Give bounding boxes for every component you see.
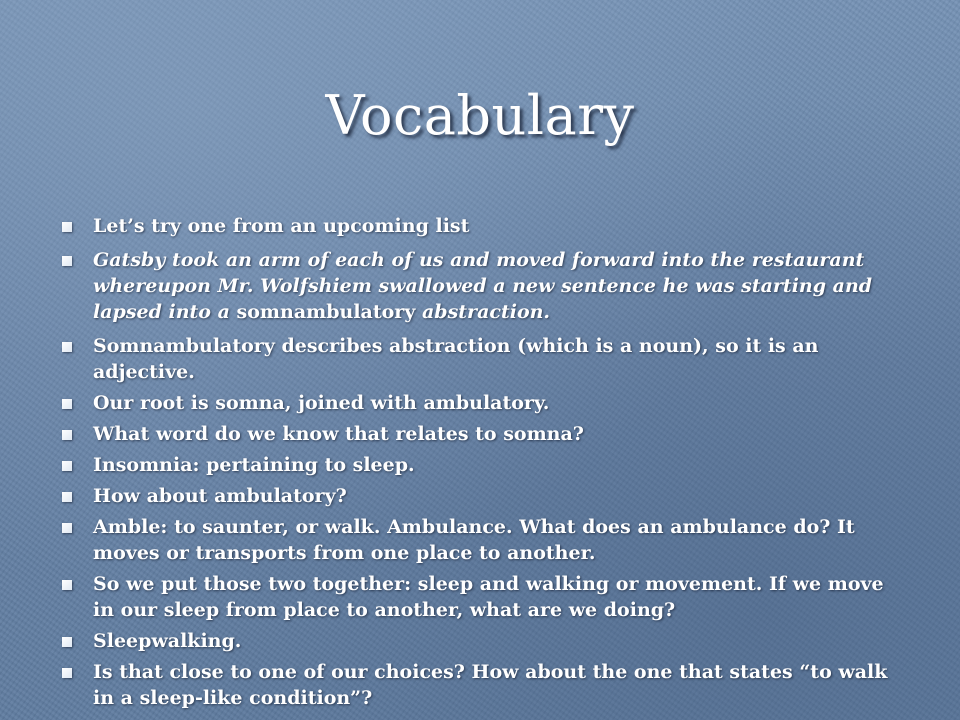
bullet-text: Amble: to saunter, or walk. Ambulance. What does an ambulance do? It moves or transports from one place to another. [93,516,855,564]
bullet-text: Is that close to one of our choices? How about the one that states “to walk in a sleep-like condition”? [93,661,888,709]
bullet-text: What word do we know that relates to somna? [93,423,584,445]
square-bullet-icon [62,256,72,266]
bullet-item [58,452,898,478]
bullet-item [58,571,898,623]
quote-emphasis-word: somnambulatory [236,301,416,323]
square-bullet-icon [62,492,72,502]
bullet-text: Let’s try one from an upcoming list [93,215,470,237]
bullet-item [58,333,898,385]
bullet-text: How about ambulatory? [93,485,347,507]
square-bullet-icon [62,637,72,647]
bullet-item [58,628,898,654]
slide-title: Vocabulary [325,84,635,147]
quote-text-suffix: abstraction. [415,301,551,323]
square-bullet-icon [62,430,72,440]
square-bullet-icon [62,222,72,232]
bullet-list [58,213,898,716]
bullet-item-quote [58,247,898,325]
quote-text-prefix: Gatsby took an arm of each of us and moved forward into the restaurant whereupon Mr. Wolfshiem swallowed a new sentence he was starting and lapsed into a [93,249,873,323]
bullet-item [58,213,898,239]
bullet-item [58,421,898,447]
bullet-text: So we put those two together: sleep and walking or movement. If we move in our sleep from place to another, what are we doing? [93,573,884,621]
bullet-item [58,483,898,509]
bullet-text: Somnambulatory describes abstraction (which is a noun), so it is an adjective. [93,335,819,383]
square-bullet-icon [62,342,72,352]
bullet-text: Sleepwalking. [93,630,242,652]
bullet-item [58,659,898,711]
square-bullet-icon [62,523,72,533]
square-bullet-icon [62,399,72,409]
bullet-item [58,390,898,416]
bullet-text: Our root is somna, joined with ambulatory. [93,392,550,414]
square-bullet-icon [62,668,72,678]
bullet-item [58,514,898,566]
bullet-text: Insomnia: pertaining to sleep. [93,454,415,476]
square-bullet-icon [62,580,72,590]
square-bullet-icon [62,461,72,471]
